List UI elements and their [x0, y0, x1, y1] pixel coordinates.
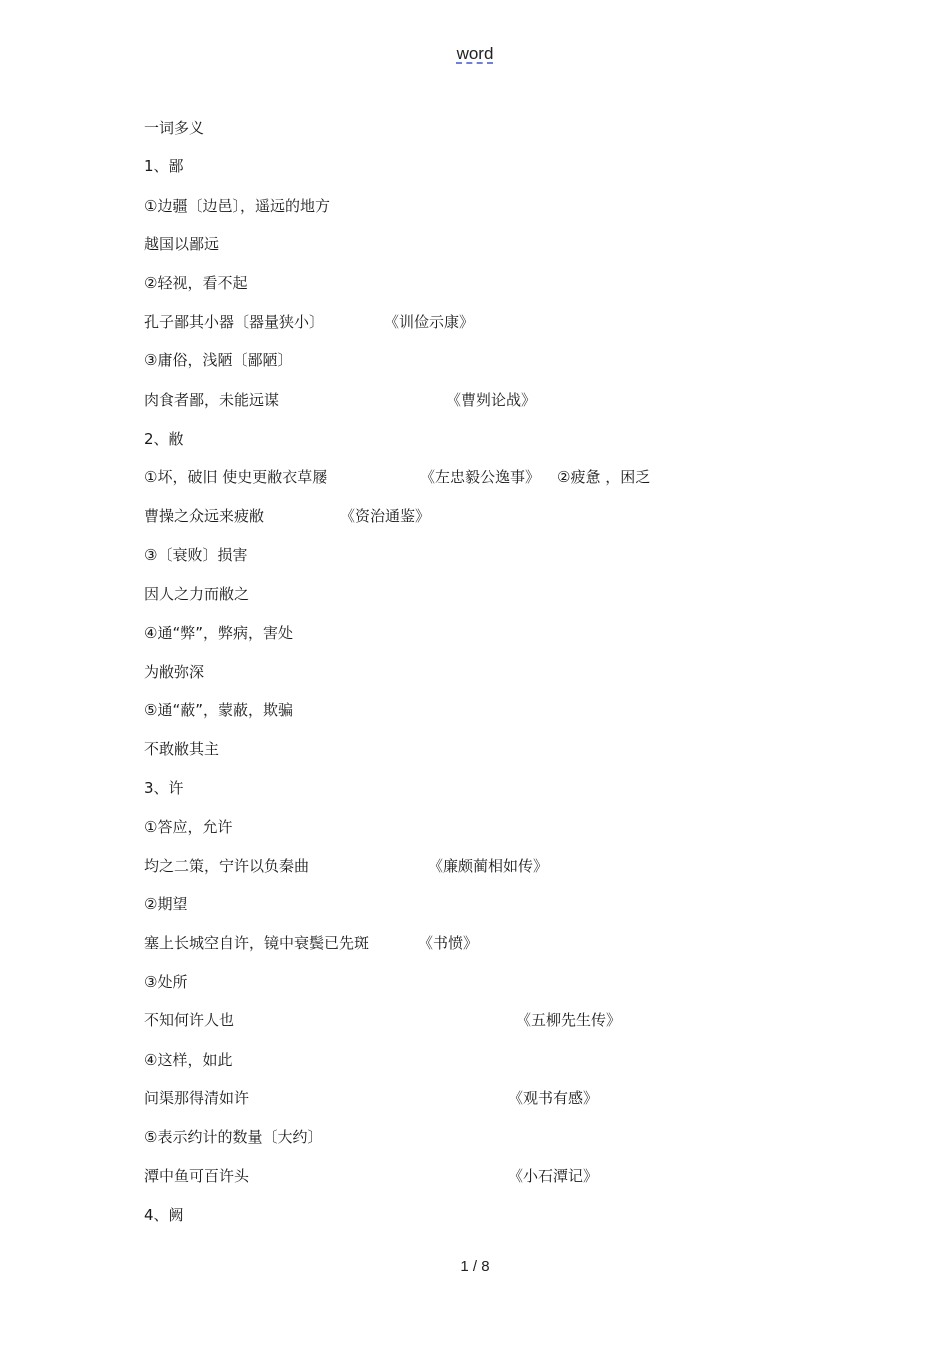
entry-heading: 4、阙: [144, 1206, 184, 1224]
meaning-line: ②轻视，看不起: [144, 274, 248, 292]
source-title: 《五柳先生传》: [516, 1011, 622, 1029]
source-title: 《资治通鉴》: [340, 507, 431, 525]
source-title: 《训俭示康》: [384, 313, 475, 331]
example-line: 不知何许人也: [144, 1011, 235, 1029]
example-line: 孔子鄙其小器〔器量狭小〕: [144, 313, 325, 331]
meaning-inline: ②疲惫 ，困乏: [557, 468, 651, 486]
meaning-line: ③〔衰败〕损害: [144, 546, 248, 564]
header-title: word: [456, 44, 494, 63]
source-title: 《左忠毅公逸事》: [420, 468, 541, 486]
entry-heading: 3、许: [144, 779, 184, 797]
source-title: 《书愤》: [418, 934, 479, 952]
example-line: 不敢敝其主: [144, 740, 220, 758]
example-line: 均之二策，宁许以负秦曲: [144, 857, 310, 875]
source-title: 《观书有感》: [508, 1089, 599, 1107]
meaning-line: ①答应，允许: [144, 818, 233, 836]
source-title: 《曹刿论战》: [446, 391, 537, 409]
meaning-line: ①边疆〔边邑〕，遥远的地方: [144, 197, 330, 215]
meaning-line: ⑤表示约计的数量〔大约〕: [144, 1128, 323, 1146]
example-line: 越国以鄙远: [144, 235, 220, 253]
example-line: 肉食者鄙，未能远谋: [144, 391, 280, 409]
example-line: 曹操之众远来疲敝: [144, 507, 265, 525]
page-header: [0, 44, 950, 64]
page-number: 1 / 8: [460, 1258, 490, 1275]
example-line: 问渠那得清如许: [144, 1089, 250, 1107]
meaning-line: ④这样，如此: [144, 1051, 233, 1069]
meaning-line: ③处所: [144, 973, 188, 991]
entry-heading: 1、鄙: [144, 157, 184, 175]
example-line: 塞上长城空自许，镜中衰鬓已先斑: [144, 934, 370, 952]
meaning-line: ②期望: [144, 895, 188, 913]
example-line: 为敝弥深: [144, 663, 205, 681]
meaning-line: ③庸俗，浅陋〔鄙陋〕: [144, 351, 293, 369]
source-title: 《小石潭记》: [508, 1167, 599, 1185]
section-title: 一词多义: [144, 119, 205, 137]
meaning-line: ⑤通“蔽”，蒙蔽，欺骗: [144, 701, 293, 719]
source-title: 《廉颇蔺相如传》: [428, 857, 549, 875]
meaning-line: ④通“弊”，弊病，害处: [144, 624, 293, 642]
example-line: 因人之力而敝之: [144, 585, 250, 603]
meaning-line: ①坏，破旧 使史更敝衣草屦: [144, 468, 328, 486]
entry-heading: 2、敝: [144, 430, 184, 448]
example-line: 潭中鱼可百许头: [144, 1167, 250, 1185]
